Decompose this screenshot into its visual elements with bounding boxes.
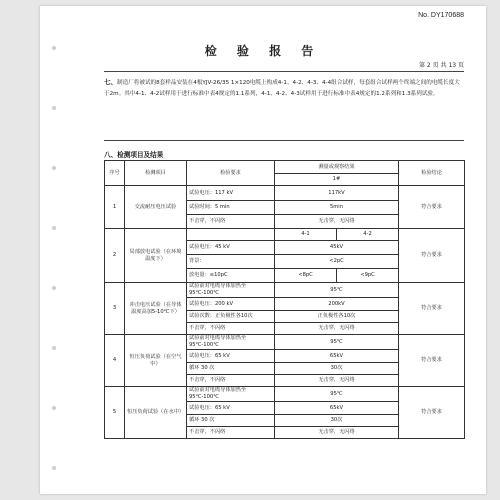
row-conclusion: 符合要求 <box>399 186 465 229</box>
section-7-number: 七、 <box>104 78 117 86</box>
section-8-title: 八、检测项目及结果 <box>104 151 164 159</box>
row-requirement: 不击穿，不闪络 <box>187 427 275 439</box>
row-seq: 2 <box>105 229 125 283</box>
row-result: 45kV <box>275 241 399 255</box>
binding-hole <box>52 466 56 470</box>
row-requirement: 试验电压：200 kV <box>187 298 275 311</box>
header-seq: 序号 <box>105 161 125 186</box>
subcol-label: 4-2 <box>337 229 399 241</box>
header-item: 检测项目 <box>125 161 187 186</box>
binding-holes <box>40 6 66 494</box>
row-result: <9pC <box>337 269 399 283</box>
page-number: 第 2 页 共 13 页 <box>419 62 464 69</box>
row-result: 200kV <box>275 298 399 311</box>
row-requirement: 试验电压：117 kV <box>187 186 275 201</box>
row-conclusion: 符合要求 <box>399 283 465 335</box>
row-requirement: 试验前对电缆导体加热至95℃-100℃ <box>187 387 275 402</box>
row-requirement-blank <box>187 229 275 241</box>
divider <box>104 71 464 72</box>
row-result: 正负极性各10次 <box>275 311 399 323</box>
row-result: 无击穿，无闪络 <box>275 323 399 335</box>
binding-hole <box>52 226 56 230</box>
row-item: 交流耐压电压试验 <box>125 186 187 229</box>
row-requirement: 背景： <box>187 255 275 269</box>
results-table <box>104 160 465 439</box>
row-item: 冲击电压试验（在导体温度高加5-10℃下） <box>125 283 187 335</box>
row-item: 局部放电试验（在环境温度下） <box>125 229 187 283</box>
row-requirement: 试验电压：65 kV <box>187 402 275 415</box>
row-result: 95℃ <box>275 335 399 350</box>
binding-hole <box>52 346 56 350</box>
header-conclusion: 检验结论 <box>399 161 465 186</box>
row-result: 30次 <box>275 415 399 427</box>
row-conclusion: 符合要求 <box>399 229 465 283</box>
row-result: <2pC <box>275 255 399 269</box>
row-seq: 4 <box>105 335 125 387</box>
row-item: 恒压负荷试验（在水中） <box>125 387 187 439</box>
row-conclusion: 符合要求 <box>399 387 465 439</box>
row-result: 117kV <box>275 186 399 201</box>
row-requirement: 循环 30 次 <box>187 363 275 375</box>
binding-hole <box>52 286 56 290</box>
row-requirement: 试验电压：65 kV <box>187 350 275 363</box>
divider <box>104 140 464 141</box>
row-requirement: 不击穿，不闪络 <box>187 323 275 335</box>
section-7-text <box>104 77 464 100</box>
row-requirement: 不击穿，不闪络 <box>187 215 275 229</box>
row-conclusion: 符合要求 <box>399 335 465 387</box>
row-requirement: 放电量：≤10pC <box>187 269 275 283</box>
row-result: 无击穿，无闪络 <box>275 375 399 387</box>
row-result: 65kV <box>275 350 399 363</box>
row-result: 5min <box>275 201 399 215</box>
binding-hole <box>52 106 56 110</box>
row-seq: 3 <box>105 283 125 335</box>
row-requirement: 试验前对电缆导体加热至95℃-100℃ <box>187 283 275 298</box>
row-item: 恒压负荷试验（在空气中） <box>125 335 187 387</box>
row-requirement: 试验电压：45 kV <box>187 241 275 255</box>
row-requirement: 循环 30 次 <box>187 415 275 427</box>
page-title: 检 验 报 告 <box>204 44 322 58</box>
header-sample: 1# <box>275 174 399 186</box>
report-page <box>40 6 486 494</box>
row-seq: 1 <box>105 186 125 229</box>
section-7-body: 制造厂将被试的8套样品安装在4根YJV-26/35 1×120电缆上构成4-1、4-2、4-3、4-4组合试样，每套组合试样两个终端之间的电缆长度大于2m。其中4-1、4-2试样用于进行标准中表4规定的1.1系列，4-1、4-2、4-3试样用于进行标准中表4规定的1.2系列和1.3系列试验。 <box>104 80 460 97</box>
row-result: 95℃ <box>275 387 399 402</box>
row-requirement: 不击穿，不闪络 <box>187 375 275 387</box>
binding-hole <box>52 406 56 410</box>
subcol-label: 4-1 <box>275 229 337 241</box>
row-seq: 5 <box>105 387 125 439</box>
binding-hole <box>52 166 56 170</box>
header-results: 测量或观察结果 <box>275 161 399 174</box>
row-requirement: 试验时间：5 min <box>187 201 275 215</box>
row-result: <8pC <box>275 269 337 283</box>
row-result: 无击穿，无闪络 <box>275 427 399 439</box>
row-result: 无击穿，无闪络 <box>275 215 399 229</box>
row-result: 65kV <box>275 402 399 415</box>
row-requirement: 试验前对电缆导体加热至95℃-100℃ <box>187 335 275 350</box>
row-requirement: 试验次数：正负极性各10次 <box>187 311 275 323</box>
report-number: No. DY170688 <box>418 12 464 19</box>
row-result: 95℃ <box>275 283 399 298</box>
row-result: 30次 <box>275 363 399 375</box>
header-requirement: 检验要求 <box>187 161 275 186</box>
